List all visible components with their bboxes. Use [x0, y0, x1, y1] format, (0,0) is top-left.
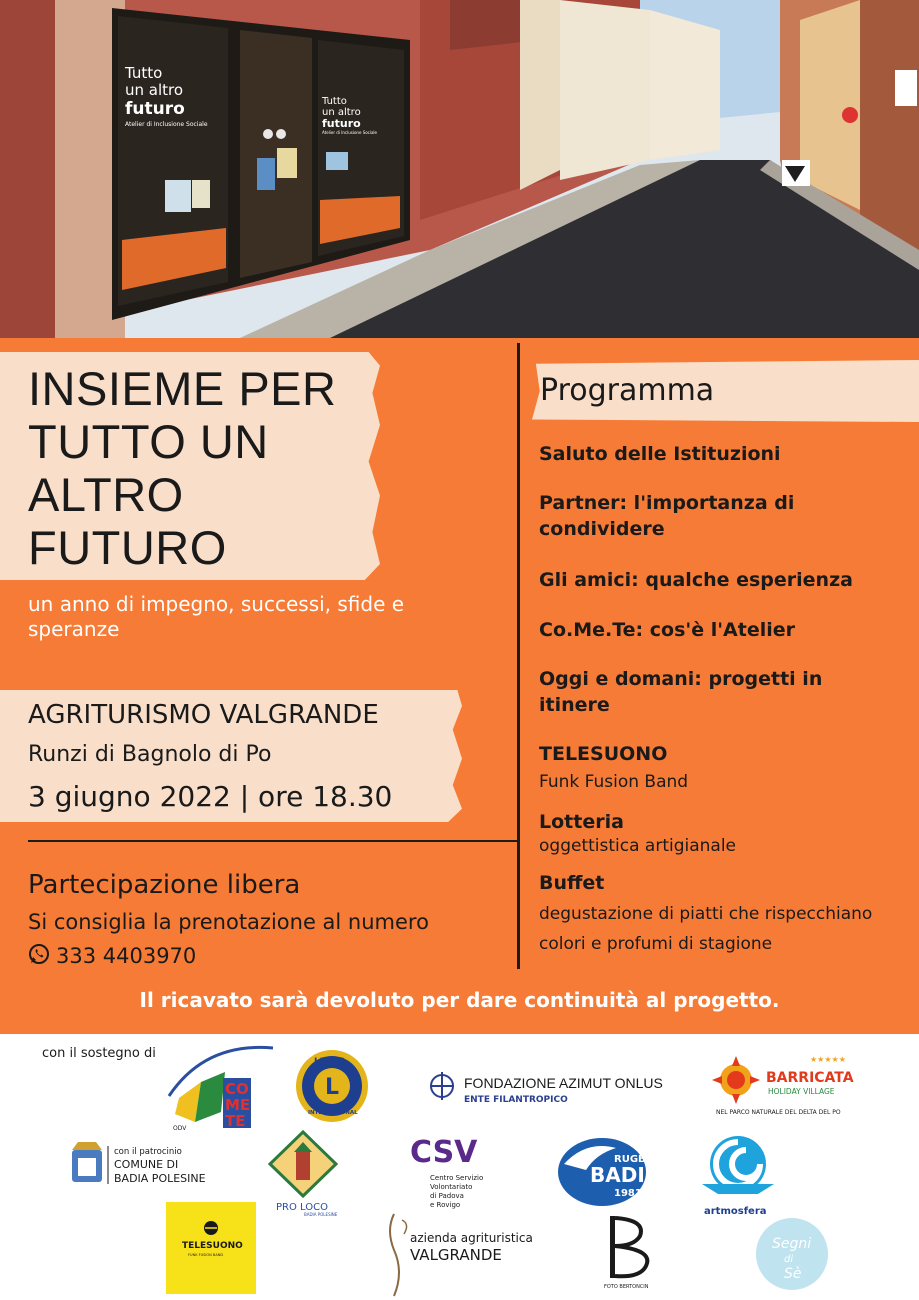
venue-name: AGRITURISMO VALGRANDE: [28, 700, 379, 730]
barricata-sub: HOLIDAY VILLAGE: [768, 1087, 835, 1096]
event-title: INSIEME PER TUTTO UN ALTRO FUTURO: [28, 362, 337, 574]
valgrande-name: VALGRANDE: [410, 1246, 502, 1264]
segni-line2: di: [784, 1254, 794, 1265]
rugby-badia: BADIA: [590, 1163, 661, 1187]
azimut-name: FONDAZIONE AZIMUT ONLUS: [464, 1075, 663, 1091]
telesuono-sub: FUNK FUSION BAND: [188, 1253, 224, 1257]
proceeds-note: Il ricavato sarà devoluto per dare continuità al progetto.: [139, 988, 780, 1012]
comune-logo: [66, 1138, 216, 1194]
segni-logo: [752, 1214, 832, 1294]
booking-note: Si consiglia la prenotazione al numero: [28, 910, 429, 934]
artmosfera-logo: [698, 1132, 778, 1218]
svg-text:L: L: [325, 1075, 340, 1100]
proloco-sub: BADIA POLESINE: [304, 1212, 338, 1217]
lions-text: LIONS: [314, 1057, 345, 1067]
bertoncin-logo: [600, 1212, 664, 1292]
program-detail-lotteria: oggettistica artigianale: [539, 836, 737, 856]
comete-tag: ODV: [173, 1125, 187, 1132]
csv-logo: [408, 1132, 498, 1212]
valgrande-line1: azienda agrituristica: [410, 1231, 533, 1245]
rugby-year: 1981: [614, 1188, 642, 1199]
telesuono-logo: [166, 1202, 256, 1294]
program-item-partner: Partner: l'importanza di condividere: [539, 492, 795, 540]
svg-text:★★★★★: ★★★★★: [810, 1055, 846, 1064]
csv-line2: Volontariato: [430, 1183, 473, 1191]
event-subtitle: un anno di impegno, successi, sfide e speranze: [28, 592, 405, 641]
program-heading: Programma: [540, 373, 715, 408]
program-item-telesuono: TELESUONO: [539, 743, 668, 765]
lions-logo: [294, 1048, 370, 1124]
segni-line1: Segni: [772, 1236, 812, 1252]
program-detail-buffet: degustazione di piatti che rispecchiano colori e profumi di stagione: [539, 904, 873, 954]
csv-line4: e Rovigo: [430, 1201, 461, 1209]
azimut-sub: ENTE FILANTROPICO: [464, 1095, 568, 1105]
storefront-sign-line3: futuro: [125, 99, 185, 119]
barricata-tagline: NEL PARCO NATURALE DEL DELTA DEL PO: [716, 1109, 841, 1116]
comune-patrocinio: con il patrocinio: [114, 1147, 182, 1157]
program-item-comete: Co.Me.Te: cos'è l'Atelier: [539, 619, 795, 641]
header-photo: [0, 0, 919, 338]
whatsapp-icon: [28, 943, 50, 969]
program-detail-telesuono: Funk Fusion Band: [539, 772, 689, 792]
segni-line3: Sè: [784, 1266, 802, 1282]
telesuono-name: TELESUONO: [182, 1241, 243, 1251]
csv-line3: di Padova: [430, 1192, 464, 1200]
sponsors-label: con il sostegno di: [42, 1046, 156, 1061]
program-item-saluto: Saluto delle Istituzioni: [539, 443, 781, 465]
artmosfera-text: artmosfera: [704, 1206, 767, 1217]
storefront-sign2-line1: Tutto: [322, 96, 347, 107]
storefront-sign-line1: Tutto: [125, 64, 163, 82]
comune-di: COMUNE DI: [114, 1158, 179, 1171]
csv-line1: Centro Servizio: [430, 1174, 484, 1182]
bertoncin-text: FOTO BERTONCIN: [604, 1284, 649, 1290]
program-item-lotteria: Lotteria: [539, 811, 624, 833]
lions-subtext: INTERNATIONAL: [308, 1110, 358, 1116]
proloco-logo: [268, 1130, 338, 1222]
rugby-text: RUGBY: [614, 1154, 653, 1165]
participation-title: Partecipazione libera: [28, 870, 301, 900]
program-item-amici: Gli amici: qualche esperienza: [539, 569, 853, 591]
barricata-name: BARRICATA: [766, 1070, 854, 1086]
event-date-time: 3 giugno 2022 | ore 18.30: [28, 780, 393, 813]
storefront-sign-sub: Atelier di Inclusione Sociale: [125, 121, 208, 128]
section-divider: [28, 840, 518, 842]
storefront-sign2-sub: Atelier di Inclusione Sociale: [322, 130, 378, 135]
azimut-logo: [428, 1066, 690, 1106]
phone-number: 333 4403970: [56, 944, 197, 968]
storefront-sign2-line2: un altro: [322, 107, 361, 118]
valgrande-logo: [380, 1210, 540, 1300]
column-divider: [517, 343, 520, 969]
rugby-logo: [556, 1134, 661, 1208]
storefront-sign-line2: un altro: [125, 81, 184, 99]
proloco-name: PRO LOCO: [276, 1202, 328, 1213]
program-item-buffet: Buffet: [539, 872, 605, 894]
venue-place: Runzi di Bagnolo di Po: [28, 742, 272, 767]
comete-te: TE: [225, 1112, 246, 1130]
comune-nome: BADIA POLESINE: [114, 1172, 206, 1185]
street-scene-image: [0, 0, 919, 338]
storefront-sign2-line3: futuro: [322, 117, 361, 130]
phone-contact[interactable]: [28, 943, 196, 969]
barricata-logo: [710, 1052, 860, 1116]
comete-co: CO: [225, 1080, 249, 1098]
program-item-oggi: Oggi e domani: progetti in itinere: [539, 668, 823, 716]
csv-text: CSV: [410, 1135, 478, 1170]
comete-logo: [165, 1042, 277, 1134]
comete-me: ME: [225, 1096, 251, 1114]
